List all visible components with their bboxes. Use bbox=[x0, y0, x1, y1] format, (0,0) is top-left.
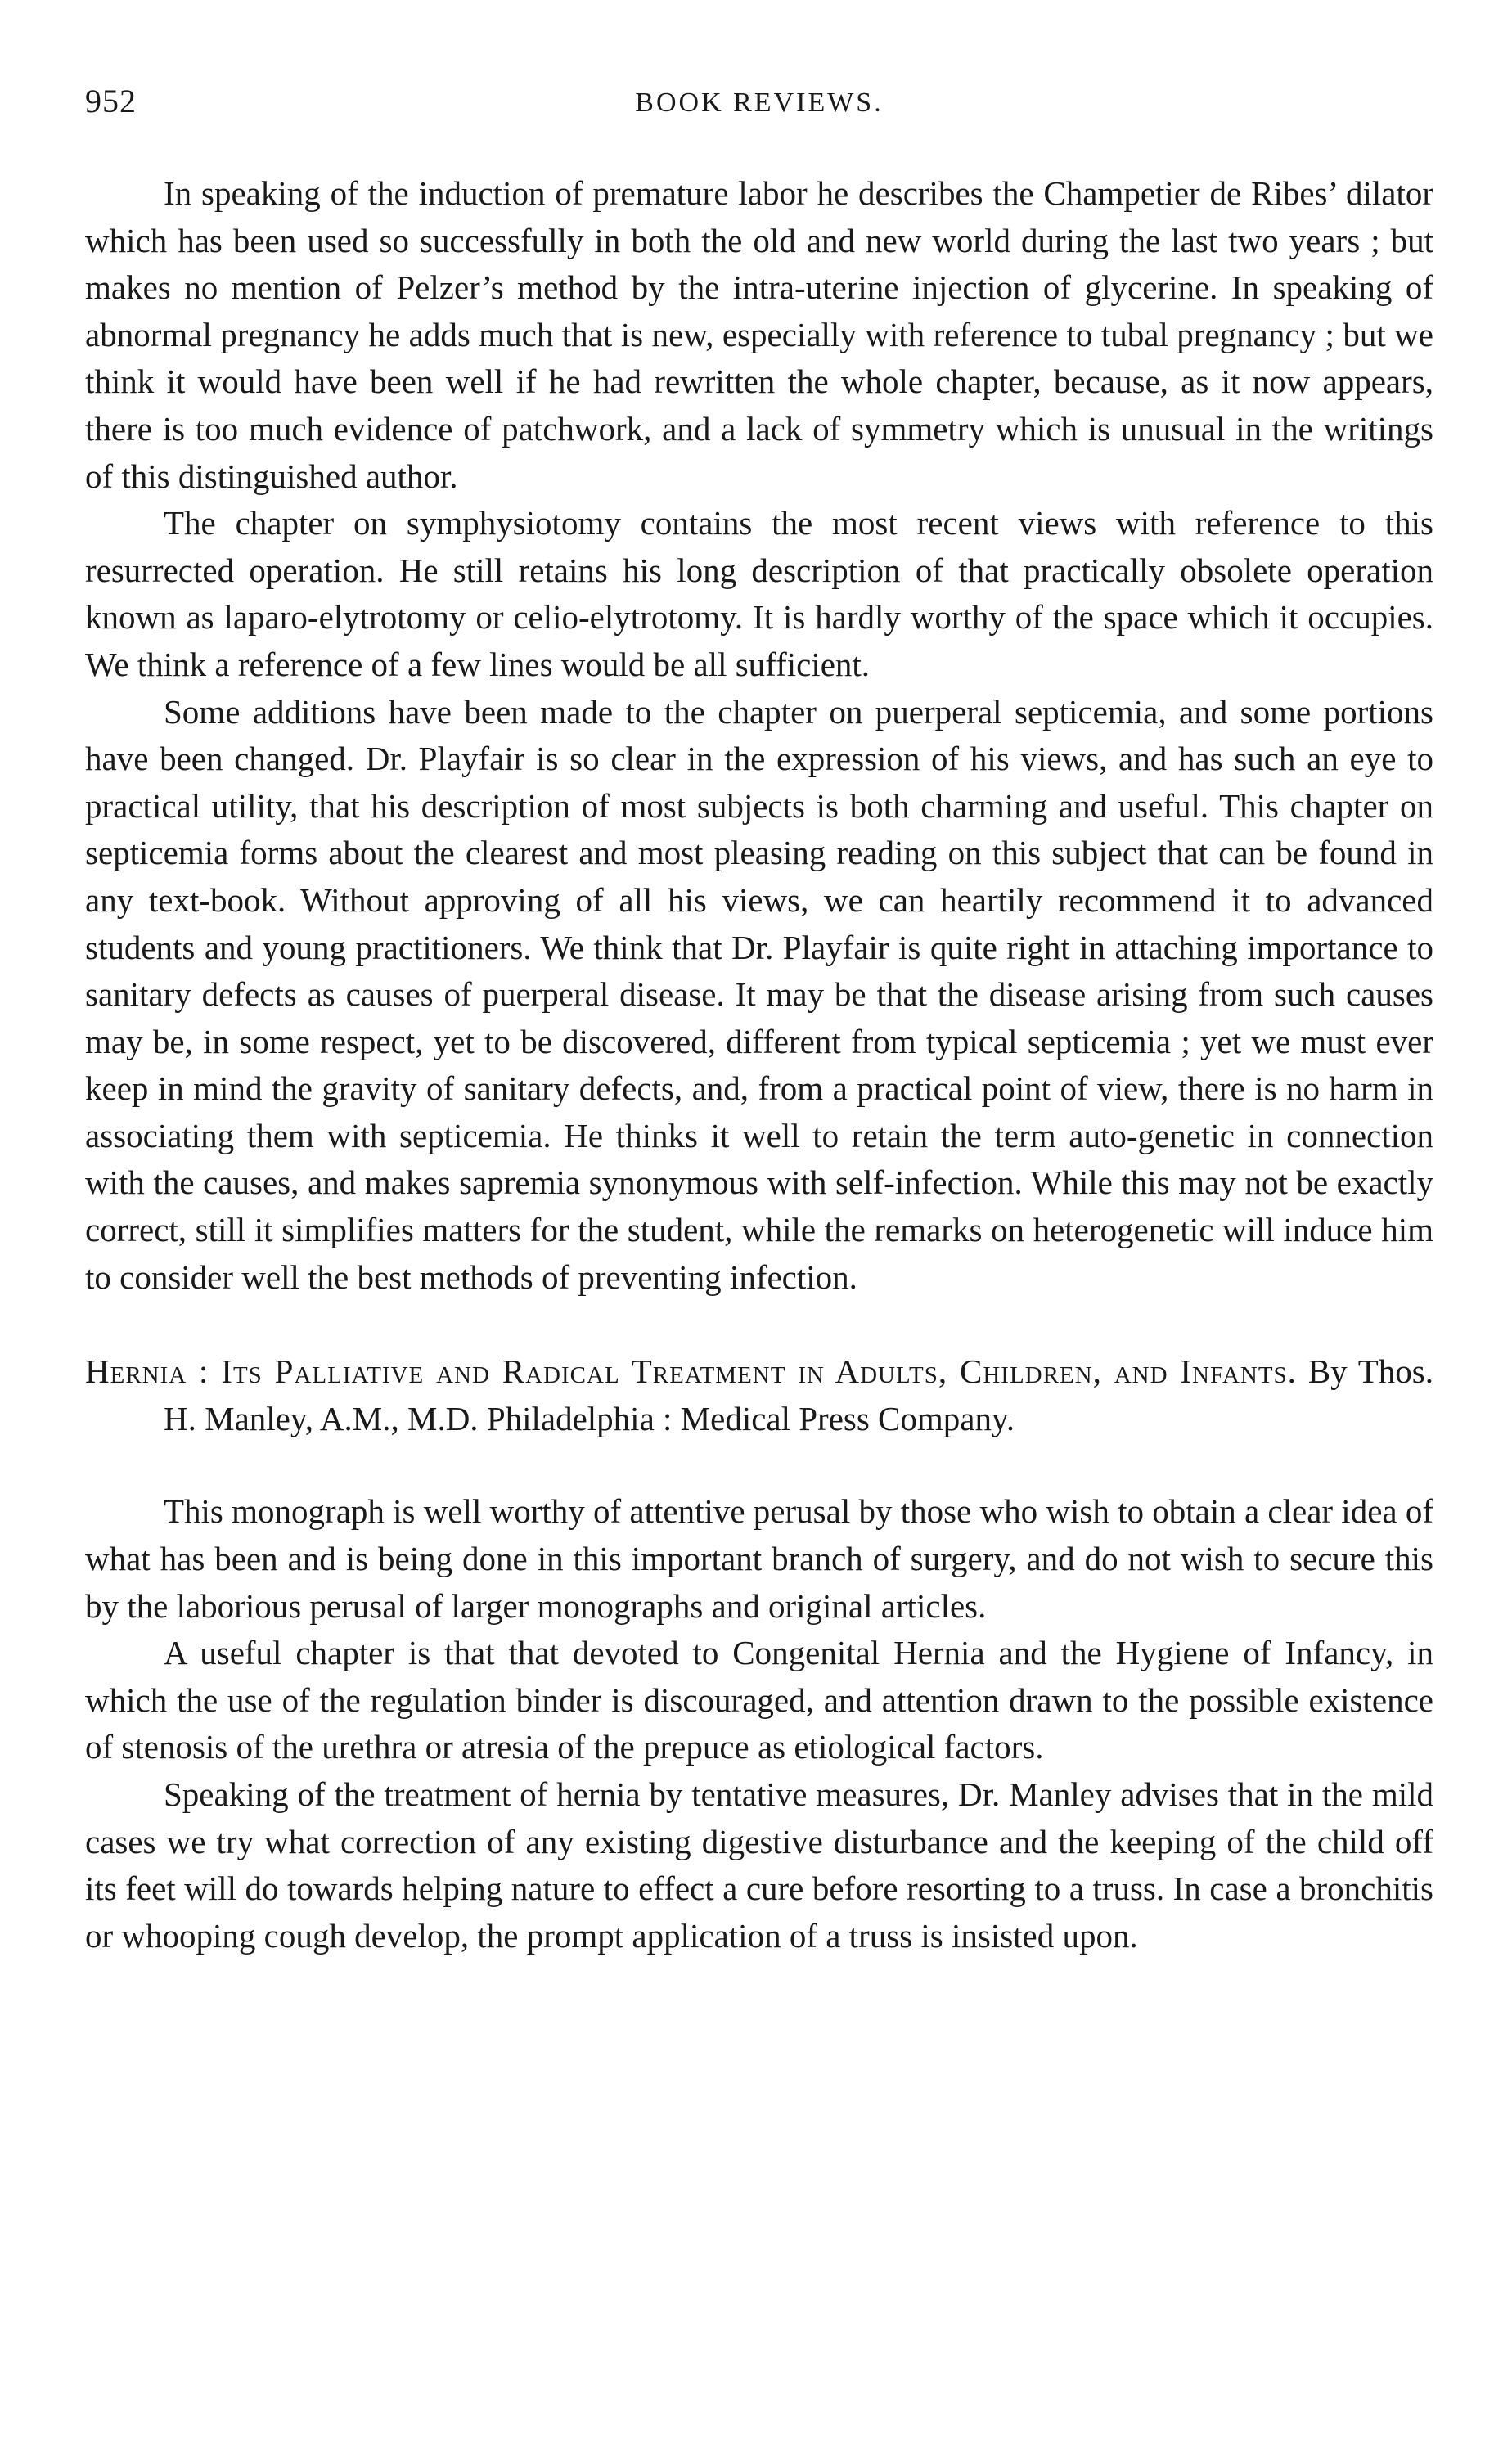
paragraph: In speaking of the induction of premature labor he describes the Champetier de Ribes’ dilator which has been used so successfully in both the old and new world during the last two years ; but makes no mention of Pelzer’s method by the intra-uterine injection of glycerine. In speaking of abnormal pregnancy he adds much that is new, especially with reference to tubal pregnancy ; but we think it would have been well if he had rewritten the whole chapter, because, as it now appears, there is too much evidence of patchwork, and a lack of symmetry which is unusual in the writings of this distinguished author. bbox=[85, 174, 1433, 495]
review-heading bbox=[85, 1348, 1433, 1442]
page-number: 952 bbox=[85, 83, 137, 119]
review-playfair-continued bbox=[85, 170, 1433, 1301]
book-title: Hernia : Its Palliative and Radical Treatment in Adults, Children, and Infants. bbox=[85, 1352, 1297, 1391]
paragraph: A useful chapter is that that devoted to Congenital Hernia and the Hygiene of Infancy, in which the use of the regulation binder is discouraged, and attention drawn to the possible existence of stenosis of the urethra or atresia of the prepuce as etiological factors. bbox=[85, 1634, 1433, 1766]
book-author: By Thos. H. Manley, A.M., M.D. bbox=[164, 1352, 1434, 1437]
book-publisher: Philadelphia : Medical Press Company. bbox=[486, 1399, 1015, 1437]
paragraph: This monograph is well worthy of attentive perusal by those who wish to obtain a clear idea of what has been and is being done in this important branch of surgery, and do not wish to secure this by the laborious perusal of larger monographs and original articles. bbox=[85, 1492, 1433, 1625]
book-page bbox=[85, 82, 1433, 1959]
paragraph: The chapter on symphysiotomy contains the most recent views with reference to this resurrected operation. He still retains his long description of that practically obsolete operation known as laparo-elytrotomy or celio-elytrotomy. It is hardly worthy of the space which it occupies. We think a reference of a few lines would be all sufficient. bbox=[85, 504, 1433, 683]
paragraph: Some additions have been made to the chapter on puerperal septicemia, and some portions have been changed. Dr. Playfair is so clear in the expression of his views, and has such an eye to practical utility, that his description of most subjects is both charming and useful. This chapter on septicemia forms about the clearest and most pleasing reading on this subject that can be found in any text-book. Without approving of all his views, we can heartily recommend it to advanced students and young practitioners. We think that Dr. Playfair is quite right in attaching importance to sanitary defects as causes of puerperal disease. It may be that the disease arising from such causes may be, in some respect, yet to be discovered, different from typical septicemia ; yet we must ever keep in mind the gravity of sanitary defects, and, from a practical point of view, there is no harm in associating them with septicemia. He thinks it well to retain the term auto-genetic in connection with the causes, and makes sapremia synonymous with self-infection. While this may not be exactly correct, still it simplifies matters for the student, while the remarks on heterogenetic will induce him to consider well the best methods of preventing infection. bbox=[85, 692, 1433, 1296]
paragraph: Speaking of the treatment of hernia by tentative measures, Dr. Manley advises that in the mild cases we try what correction of any existing digestive disturbance and the keeping of the child off its feet will do towards helping nature to effect a cure before resorting to a truss. In case a bronchitis or whooping cough develop, the prompt application of a truss is insisted upon. bbox=[85, 1775, 1433, 1955]
running-head-title: BOOK REVIEWS. bbox=[635, 88, 884, 118]
running-head bbox=[85, 82, 1433, 134]
review-manley-hernia bbox=[85, 1488, 1433, 1959]
